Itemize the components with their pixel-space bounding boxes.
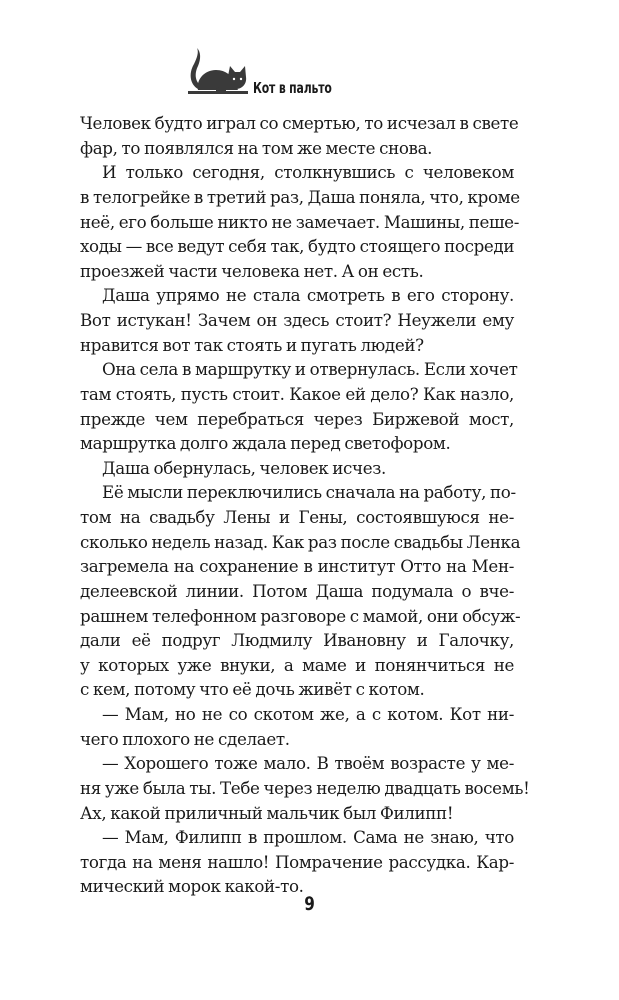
- text-line: в телогрейке в третий раз, Даша поняла, что, кроме: [80, 186, 520, 207]
- text-line: загремела на сохранение в институт Отто на Мен-: [80, 556, 514, 577]
- cat-icon: [186, 46, 250, 102]
- text-line: Человек будто играл со смертью, то исчезал в свете: [80, 113, 519, 133]
- page-number: 9: [304, 893, 315, 915]
- text-line: — Хорошего тоже мало. В твоём возрасте у ме-: [102, 753, 514, 774]
- text-line: маршрутка долго ждала перед светофором.: [80, 433, 451, 454]
- text-line: И только сегодня, столкнувшись с человеком: [102, 162, 514, 183]
- text-line: мический морок какой-то.: [80, 876, 304, 897]
- text-line: Она села в маршрутку и отвернулась. Если хочет: [102, 359, 518, 380]
- text-line: с кем, потому что её дочь живёт с котом.: [80, 679, 425, 700]
- text-line: у которых уже внуки, а маме и понянчиться не: [80, 654, 514, 675]
- text-line: Её мысли переключились сначала на работу, по-: [102, 482, 516, 503]
- text-line: Даша обернулась, человек исчез.: [102, 457, 386, 478]
- text-line: Вот истукан! Зачем он здесь стоит? Неужели ему: [80, 310, 514, 330]
- text-line: Ах, какой приличный мальчик был Филипп!: [80, 802, 454, 823]
- text-line: сколько недель назад. Как раз после свадьбы Ленка: [80, 531, 521, 552]
- text-line: — Мам, но не со скотом же, а с котом. Кот ни-: [102, 704, 514, 724]
- text-line: чего плохого не сделает.: [80, 728, 290, 749]
- text-line: ня уже была ты. Тебе через неделю двадцать восемь!: [80, 777, 530, 798]
- book-text: [80, 111, 530, 899]
- text-line: Даша упрямо не стала смотреть в его сторону.: [102, 285, 514, 306]
- text-line: неё, его больше никто не замечает. Машины, пеше-: [80, 211, 520, 232]
- text-line: прежде чем перебраться через Биржевой мост,: [80, 408, 514, 429]
- text-line: нравится вот так стоять и пугать людей?: [80, 334, 424, 355]
- text-line: рашнем телефонном разговоре с мамой, они обсуж-: [80, 605, 521, 626]
- text-line: — Мам, Филипп в прошлом. Сама не знаю, что: [102, 827, 514, 848]
- text-line: том на свадьбу Лены и Гены, состоявшуюся не-: [80, 507, 514, 527]
- text-line: проезжей части человека нет. А он есть.: [80, 260, 424, 281]
- text-line: ходы — все ведут себя так, будто стоящего посреди: [80, 236, 515, 257]
- text-line: тогда на меня нашло! Помрачение рассудка. Кар-: [80, 851, 514, 872]
- text-line: фар, то появлялся на том же месте снова.: [80, 137, 433, 158]
- text-line: дали её подруг Людмилу Ивановну и Галочку,: [80, 630, 514, 651]
- running-header: [186, 46, 426, 102]
- text-line: там стоять, пусть стоит. Какое ей дело? Как назло,: [80, 383, 514, 404]
- text-line: делеевской линии. Потом Даша подумала о вче-: [80, 580, 514, 601]
- running-title: Кот в пальто: [253, 79, 332, 97]
